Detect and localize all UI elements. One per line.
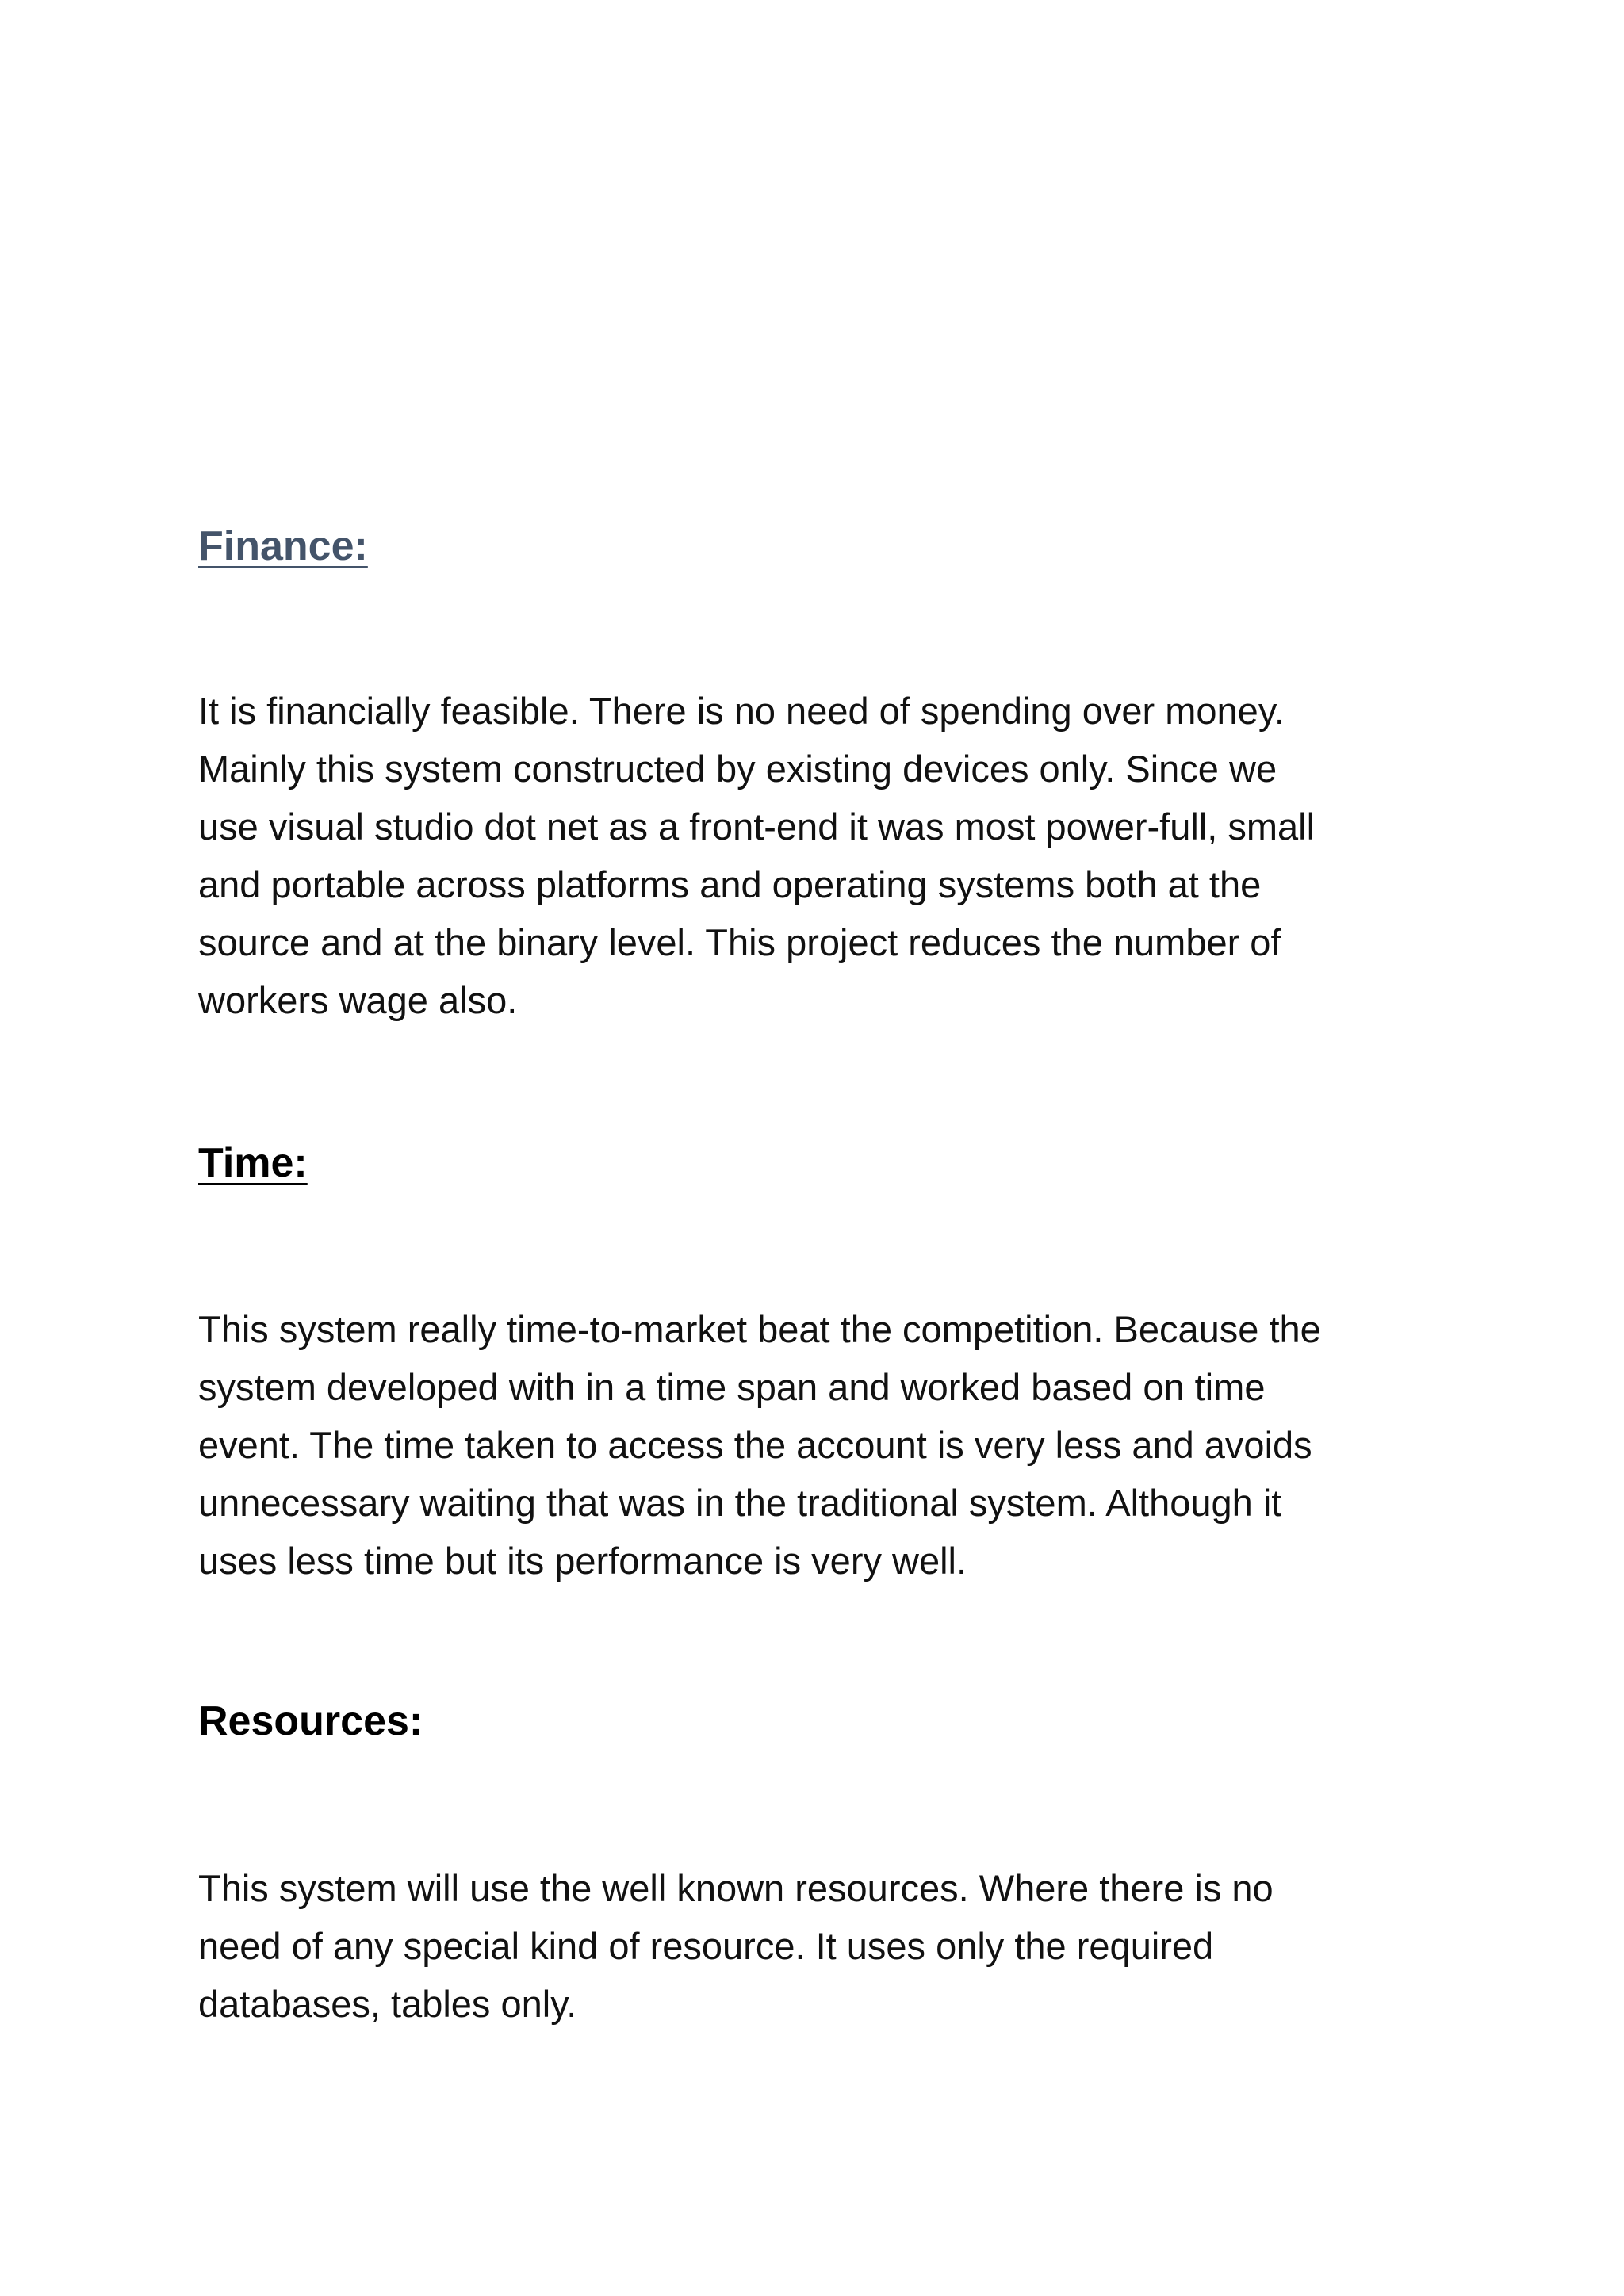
finance-heading: Finance: [198,523,368,569]
time-paragraph: This system really time-to-market beat the competition. Because the system developed with in a time span and worked based on time event. The time taken to access the account is very less and avoids unnecessary waiting that was in the traditional system. Although it uses less time but its performance is very well. [198,1308,1321,1582]
resources-paragraph: This system will use the well known resources. Where there is no need of any special kind of resource. It uses only the required databases, tables only. [198,1867,1274,2025]
finance-paragraph: It is financially feasible. There is no need of spending over money. Mainly this system constructed by existing devices only. Since we use visual studio dot net as a front-end it was most power-full, small and portable across platforms and operating systems both at the source and at the binary level. This project reduces the number of workers wage also. [198,690,1316,1021]
resources-heading: Resources: [198,1698,423,1744]
time-heading: Time: [198,1140,308,1186]
